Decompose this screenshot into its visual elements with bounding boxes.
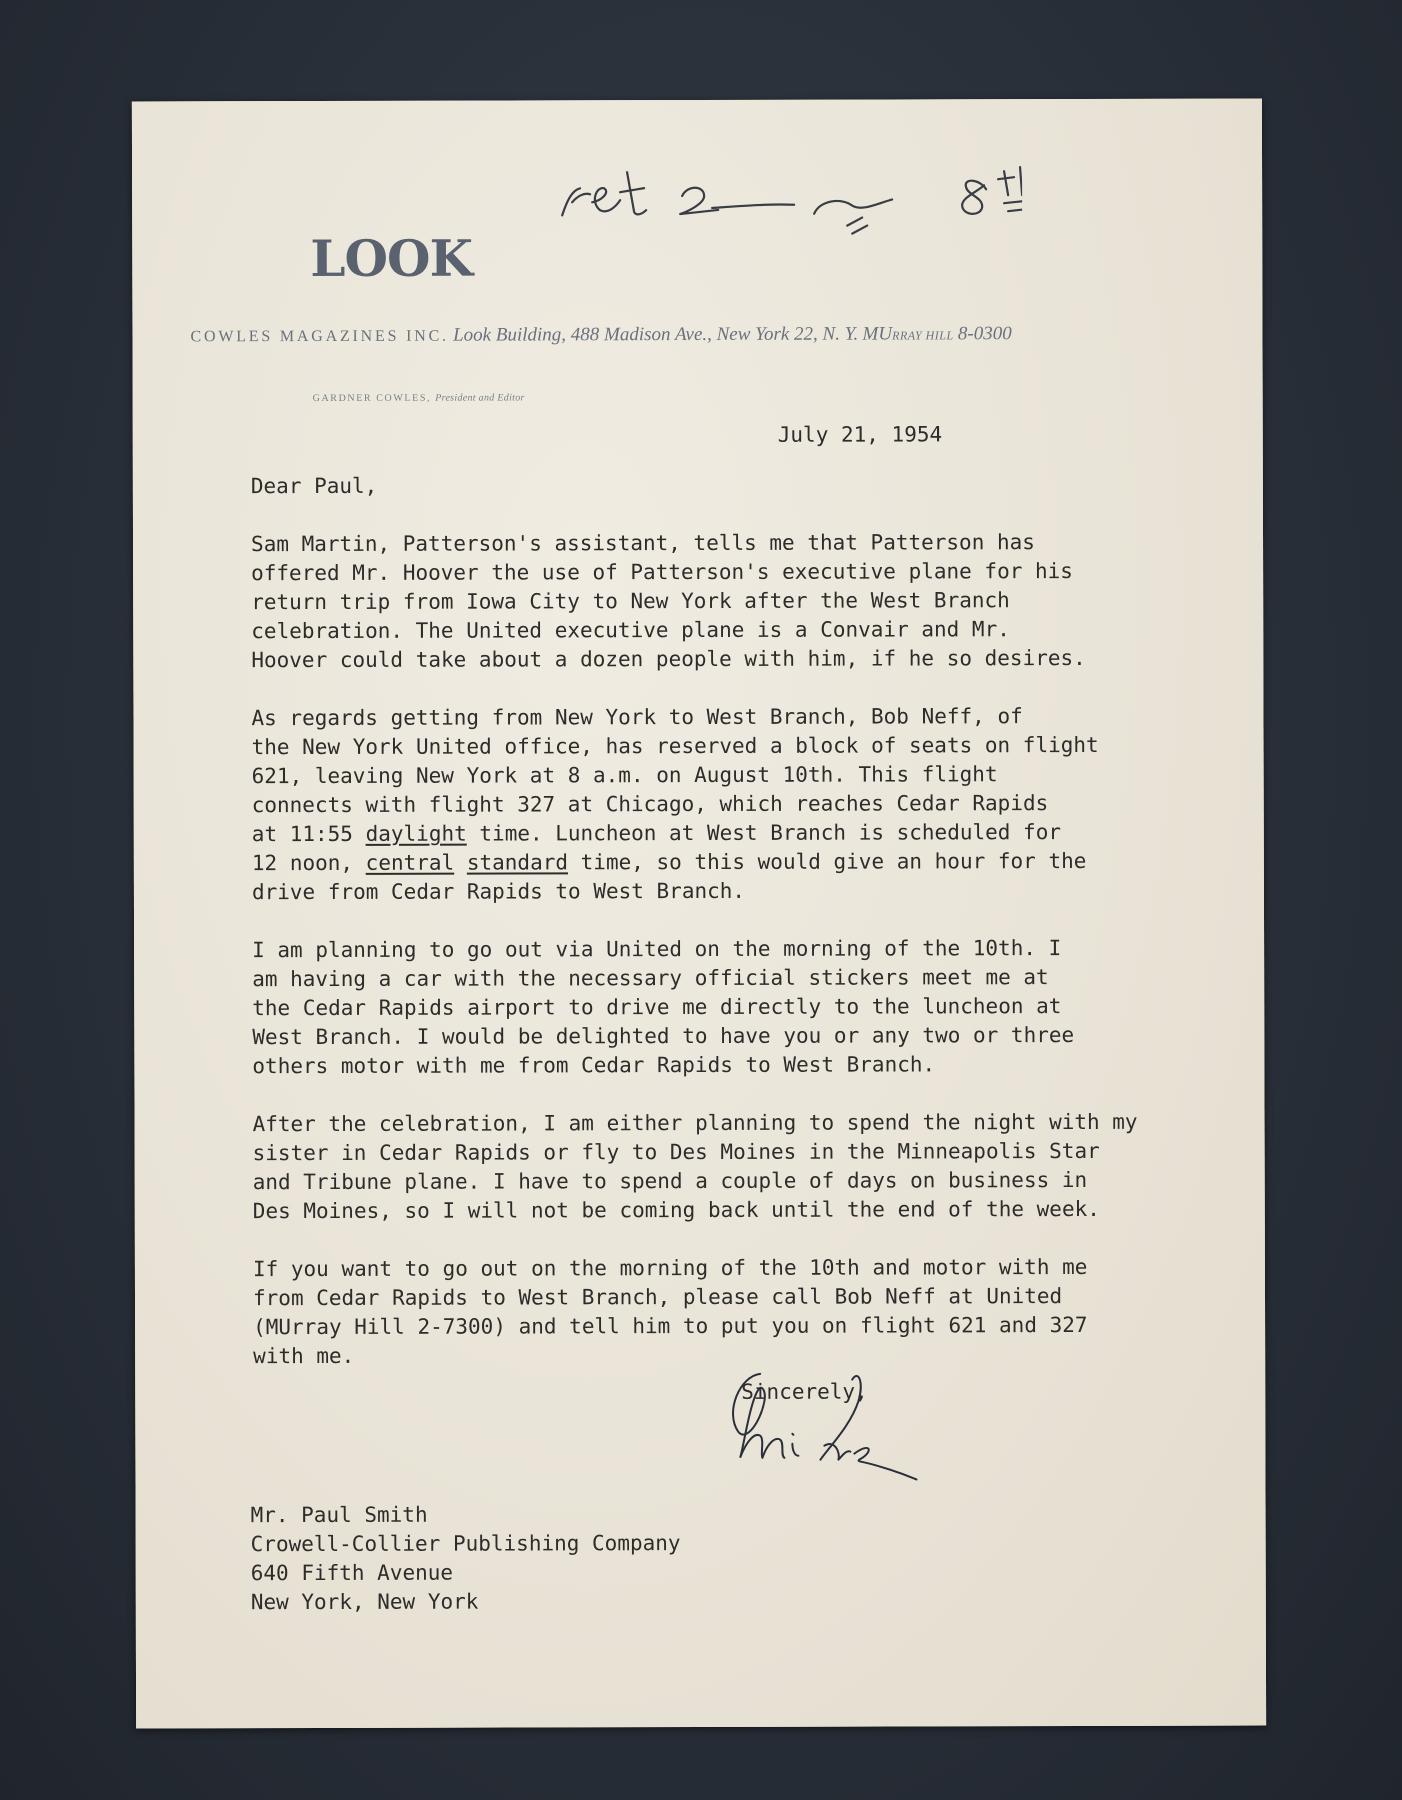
underlined-standard: standard [466,850,569,875]
paragraph-2-space [454,851,467,875]
handwritten-annotation [422,129,1022,241]
paragraph-2-part-a: As regards getting from New York to West Branch, Bob Neff, of the New York United office, has reserved a block of seats on flight 621, leaving New York at 8 a.m. on August 10th. This flight connects with flight 327 at Chicago, which reaches Cedar Rapids at 11:55 [251,704,1099,847]
recipient-address [251,1500,681,1617]
company-phone-exchange: RRAY HILL [892,328,954,343]
recipient-street: 640 Fifth Avenue [250,1560,454,1586]
paragraph-1: Sam Martin, Patterson's assistant, tells me that Patterson has offered Mr. Hoover the use of Patterson's executive plane for his return trip from Iowa City to New York after the West Branch celebration. The United executive plane is a Convair and Mr. Hoover could take about a dozen people with him, if he so desires. [251,530,1086,673]
underlined-central: central [365,850,455,875]
president-line [313,392,525,404]
paragraph-3: I am planning to go out via United on the morning of the 10th. I am having a car with the necessary official stickers meet me at the Cedar Rapids airport to drive me directly to the luncheon at West Branch. I would be delighted to have you or any two or three others motor with me from Cedar Rapids to West Branch. [252,936,1075,1079]
recipient-name: Mr. Paul Smith [250,1502,428,1528]
company-name: COWLES MAGAZINES INC. [190,327,449,346]
recipient-company: Crowell-Collier Publishing Company [250,1531,681,1557]
paragraph-2 [251,702,1162,907]
letter-date: July 21, 1954 [777,422,943,447]
signature-mike [720,1361,920,1512]
paragraph-2-part-b: time. Luncheon at West Branch is scheduled for 12 noon, [251,820,1062,876]
letter-body [251,470,1163,1400]
underlined-daylight: daylight [365,821,467,846]
president-title: President and Editor [435,392,525,404]
paragraph-2-part-c: time, so this would give an hour for the drive from Cedar Rapids to West Branch. [251,848,1087,905]
salutation: Dear Paul, [250,473,378,499]
paragraph-4: After the celebration, I am either planning to spend the night with my sister in Cedar Rapids or fly to Des Moines in the Minneapolis Star and Tribune plane. I have to spend a couple of days on business in Des Moines, so I will not be coming back until the end of the week. [252,1109,1138,1224]
recipient-city: New York, New York [250,1589,479,1615]
look-logo: LOOK [310,228,473,289]
company-address: Look Building, 488 Madison Ave., New York 22, N. Y. [453,323,859,346]
paragraph-5: If you want to go out on the morning of the 10th and motor with me from Cedar Rapids to West Branch, please call Bob Neff at United (MUrray Hill 2-7300) and tell him to put you on flight 621 and 327 with me. [252,1254,1088,1369]
company-phone-prefix: MU [862,323,893,345]
company-address-line [190,323,1011,347]
letter-paper [132,99,1266,1729]
company-phone-number: 8-0300 [957,323,1012,345]
closing: Sincerely, [741,1379,868,1404]
president-name: GARDNER COWLES, [312,392,432,405]
